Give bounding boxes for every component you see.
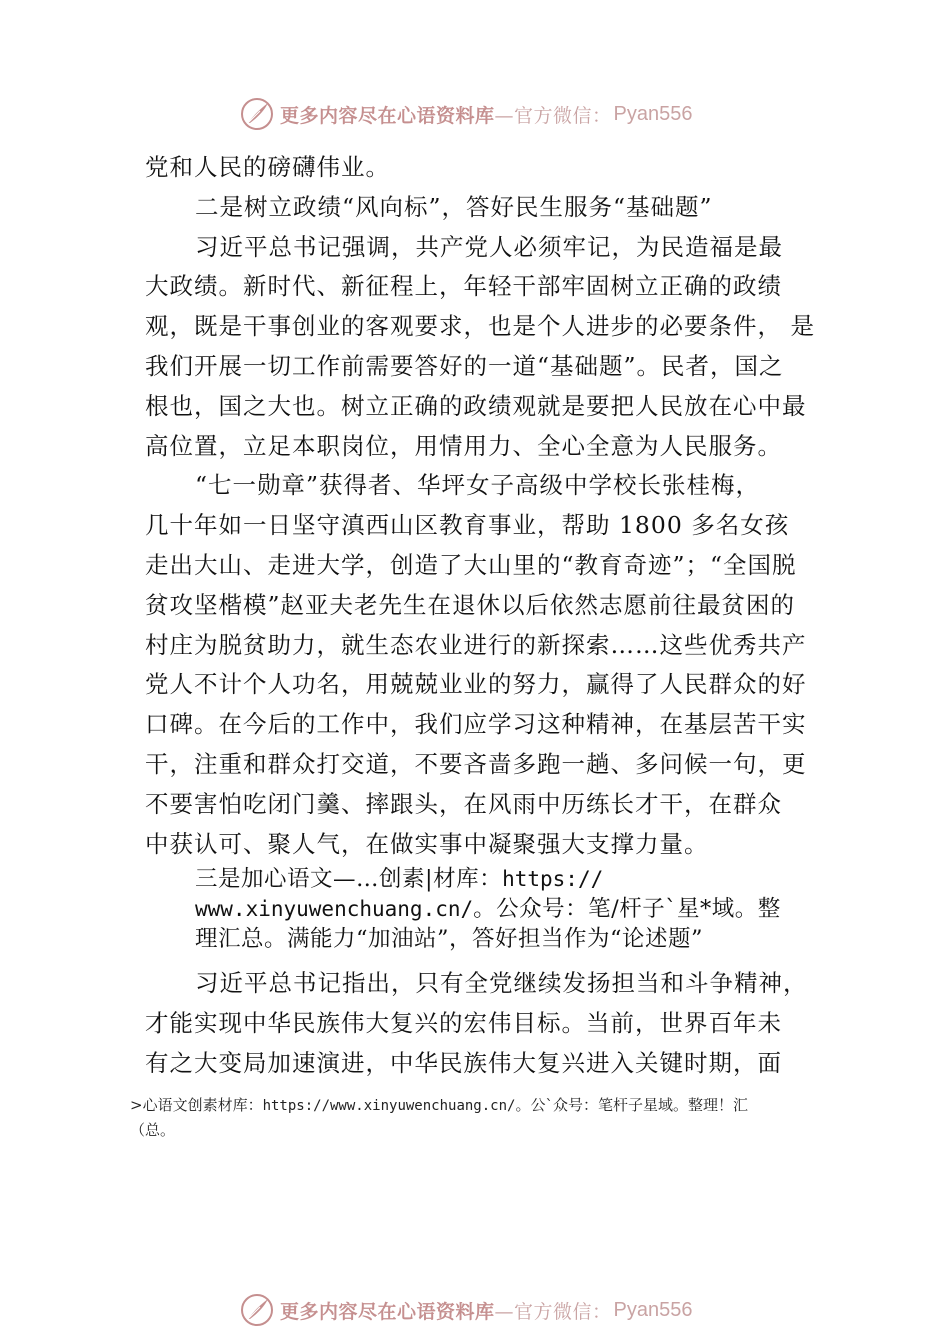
- body-line: 党和人民的磅礴伟业。: [145, 153, 390, 181]
- body-line: 村庄为脱贫助力，就生态农业进行的新探索……这些优秀共产: [145, 630, 807, 659]
- body-line: 不要害怕吃闭门羹、摔跟头，在风雨中历练长才干，在群众: [145, 789, 782, 818]
- heading3-url-part2: www.xinyuwenchuang.cn/: [195, 897, 474, 922]
- body-line: 习近平总书记指出，只有全党继续发扬担当和斗争精神，: [195, 969, 808, 998]
- footnote: [130, 1093, 830, 1142]
- banner-brand: 更多内容尽在心语资料库: [280, 1300, 495, 1323]
- body-line: 才能实现中华民族伟大复兴的宏伟目标。当前，世界百年未: [145, 1009, 782, 1038]
- body-line: 有之大变局加速演进，中华民族伟大复兴进入关键时期，面: [145, 1048, 782, 1077]
- header-watermark-banner: [240, 96, 693, 132]
- feather-pen-circle-icon: [240, 97, 274, 131]
- heading3-prefix: 三是加心语文—…创素|材库：: [195, 866, 503, 893]
- body-line: 走出大山、走进大学，创造了大山里的“教育奇迹”；“全国脱: [145, 550, 797, 579]
- body-line: 党人不计个人功名，用兢兢业业的努力，赢得了人民群众的好: [145, 670, 807, 699]
- body-line: 大政绩。新时代、新征程上，年轻干部牢固树立正确的政绩: [145, 272, 782, 301]
- banner-dash: —官方微信：: [494, 1300, 612, 1323]
- body-line: 观，既是干事创业的客观要求，也是个人进步的必要条件， 是: [145, 312, 815, 341]
- body-line: 根也，国之大也。树立正确的政绩观就是要把人民放在心中最: [145, 391, 807, 420]
- body-line: 几十年如一日坚守滇西山区教育事业，帮助 1800 多名女孩: [145, 511, 790, 540]
- banner-dash: —官方微信：: [494, 104, 612, 127]
- footer-watermark-banner: [240, 1292, 693, 1328]
- heading3-suffix: 。公众号：笔/杆子`星*域。整: [473, 896, 781, 923]
- heading3-url-part1: https://: [502, 867, 604, 892]
- body-line: 干，注重和群众打交道，不要吝啬多跑一趟、多问候一句，更: [145, 749, 807, 778]
- banner-brand: 更多内容尽在心语资料库: [280, 104, 495, 127]
- section-heading-3-line3: 理汇总。满能力“加油站”，答好担当作为“论述题”: [195, 926, 704, 953]
- body-line: 口碑。在今后的工作中，我们应学习这种精神，在基层苦干实: [145, 710, 807, 739]
- section-heading-2: 二是树立政绩“风向标”，答好民生服务“基础题”: [195, 192, 713, 221]
- body-line: “七一勋章”获得者、华坪女子高级中学校长张桂梅，: [195, 471, 761, 500]
- banner-text: [280, 1297, 612, 1324]
- spacer: [145, 954, 825, 964]
- footnote-line2: （总。: [130, 1121, 176, 1139]
- footnote-prefix: >心语文创素材库：: [130, 1096, 263, 1114]
- document-body: [145, 148, 825, 1084]
- body-line: 高位置，立足本职岗位，用情用力、全心全意为人民服务。: [145, 431, 782, 460]
- body-line: 贫攻坚楷模”赵亚夫老先生在退休以后依然志愿前往最贫困的: [145, 590, 796, 619]
- section-heading-3-line2: [145, 894, 825, 924]
- body-line: 习近平总书记强调，共产党人必须牢记，为民造福是最: [195, 232, 783, 261]
- banner-handle: Pyan556: [613, 1298, 693, 1321]
- body-line: 我们开展一切工作前需要答好的一道“基础题”。民者，国之: [145, 351, 784, 380]
- banner-text: [280, 101, 612, 128]
- feather-pen-circle-icon: [240, 1293, 274, 1327]
- footnote-line1: [130, 1093, 830, 1118]
- body-line: 中获认可、聚人气，在做实事中凝聚强大支撑力量。: [145, 829, 709, 858]
- banner-handle: Pyan556: [613, 102, 693, 125]
- footnote-url: https://www.xinyuwenchuang.cn/: [262, 1098, 516, 1114]
- section-heading-3-line1: [145, 864, 825, 894]
- footnote-suffix: 。公`众号：笔杆子星域。整理！汇: [515, 1096, 748, 1114]
